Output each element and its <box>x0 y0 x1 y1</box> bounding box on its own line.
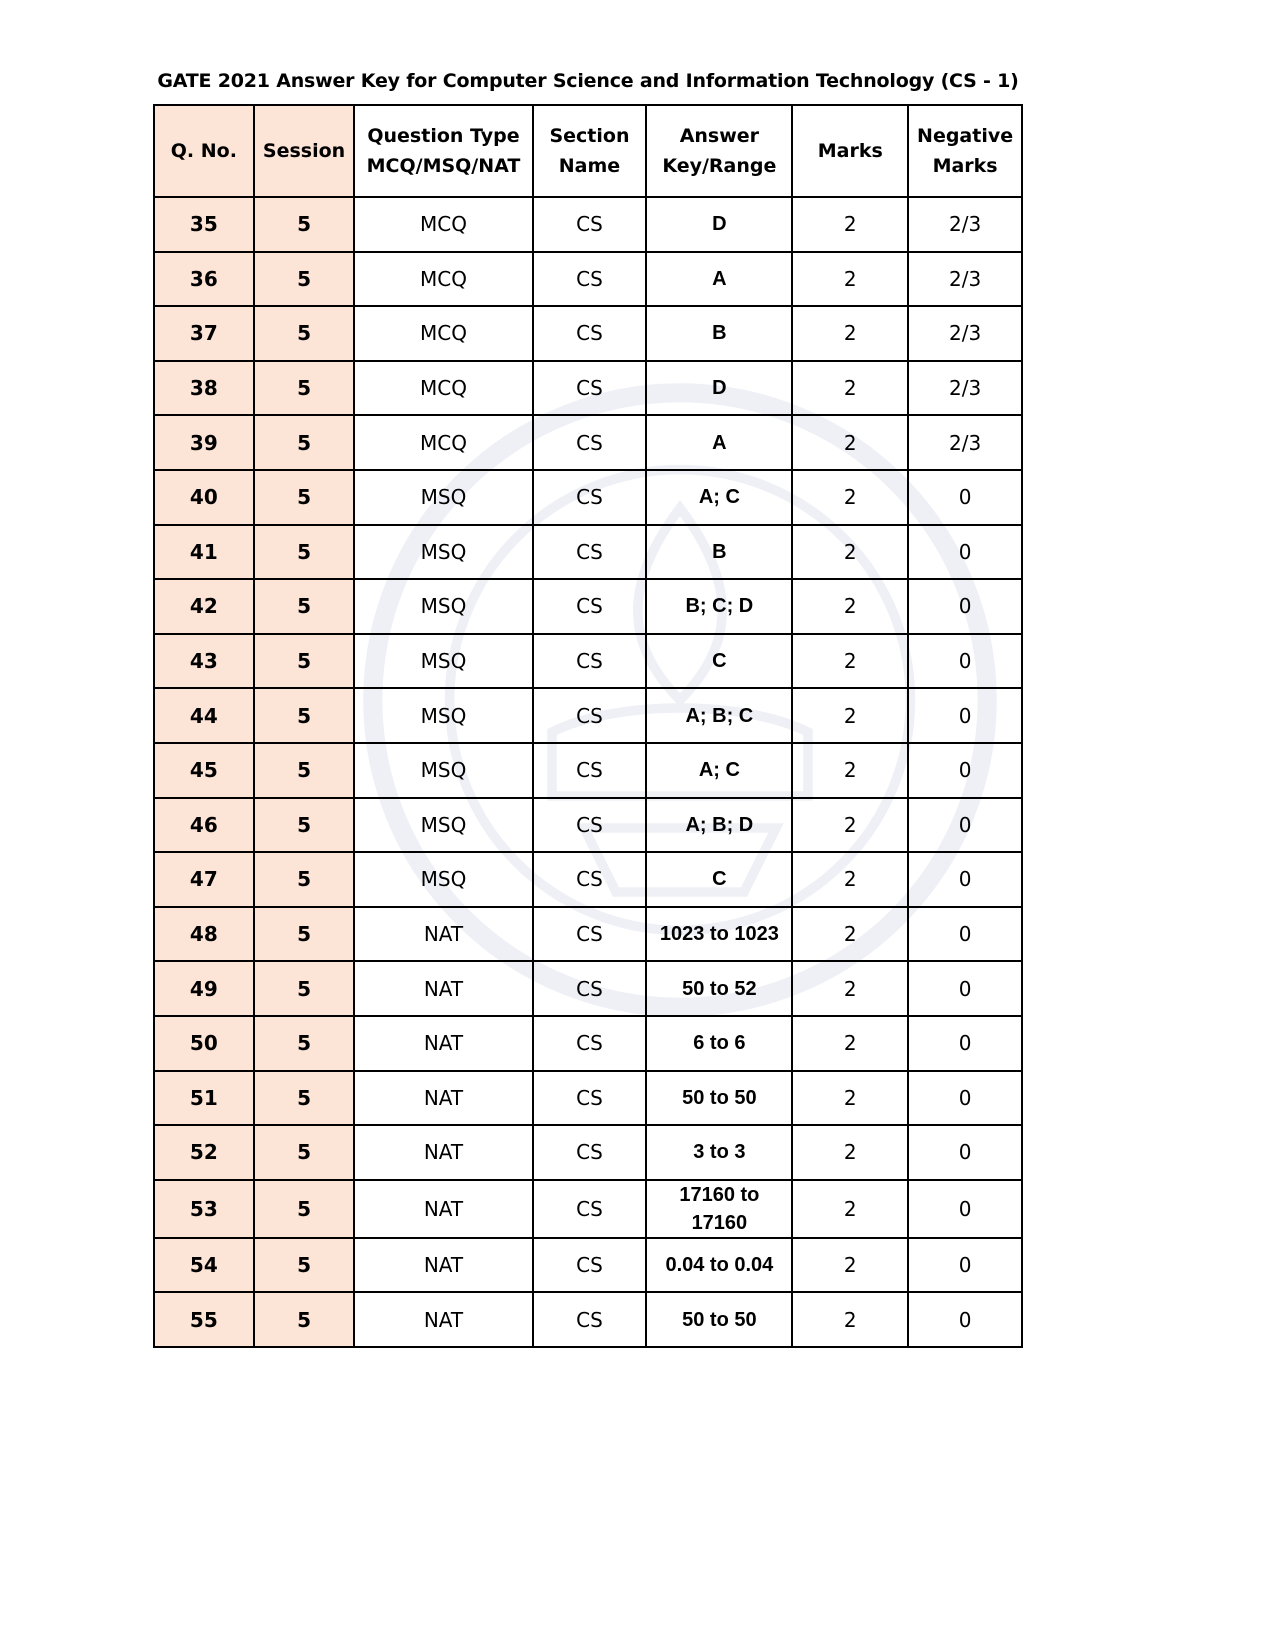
cell-negative-marks: 0 <box>908 1180 1022 1238</box>
cell-qno: 39 <box>154 415 254 470</box>
table-row <box>154 907 1022 962</box>
cell-marks: 2 <box>792 470 908 525</box>
cell-session: 5 <box>254 852 355 907</box>
cell-qno: 40 <box>154 470 254 525</box>
cell-qno: 50 <box>154 1016 254 1071</box>
header-qno: Q. No. <box>154 105 254 197</box>
cell-negative-marks: 0 <box>908 688 1022 743</box>
cell-qno: 38 <box>154 361 254 416</box>
cell-qno: 36 <box>154 252 254 307</box>
cell-negative-marks: 0 <box>908 1071 1022 1126</box>
cell-qno: 49 <box>154 961 254 1016</box>
cell-answer-key: A <box>646 252 792 307</box>
cell-negative-marks: 0 <box>908 907 1022 962</box>
cell-qno: 51 <box>154 1071 254 1126</box>
table-header-row <box>154 105 1022 197</box>
cell-question-type: NAT <box>354 1180 532 1238</box>
cell-answer-key: A <box>646 415 792 470</box>
cell-question-type: MCQ <box>354 361 532 416</box>
cell-answer-key: A; C <box>646 743 792 798</box>
cell-session: 5 <box>254 798 355 853</box>
cell-section-name: CS <box>533 306 647 361</box>
table-row <box>154 197 1022 252</box>
cell-marks: 2 <box>792 252 908 307</box>
cell-negative-marks: 0 <box>908 634 1022 689</box>
cell-marks: 2 <box>792 961 908 1016</box>
cell-answer-key: D <box>646 197 792 252</box>
cell-session: 5 <box>254 1180 355 1238</box>
cell-answer-key: C <box>646 852 792 907</box>
cell-marks: 2 <box>792 852 908 907</box>
table-row <box>154 252 1022 307</box>
cell-question-type: NAT <box>354 1292 532 1347</box>
cell-qno: 55 <box>154 1292 254 1347</box>
cell-negative-marks: 2/3 <box>908 415 1022 470</box>
cell-section-name: CS <box>533 579 647 634</box>
cell-qno: 42 <box>154 579 254 634</box>
cell-session: 5 <box>254 1238 355 1293</box>
cell-negative-marks: 0 <box>908 1125 1022 1180</box>
cell-section-name: CS <box>533 798 647 853</box>
cell-session: 5 <box>254 197 355 252</box>
cell-section-name: CS <box>533 1071 647 1126</box>
cell-section-name: CS <box>533 1238 647 1293</box>
cell-marks: 2 <box>792 525 908 580</box>
cell-marks: 2 <box>792 798 908 853</box>
cell-question-type: NAT <box>354 1071 532 1126</box>
table-row <box>154 798 1022 853</box>
cell-marks: 2 <box>792 361 908 416</box>
cell-marks: 2 <box>792 1238 908 1293</box>
answer-key-table <box>153 104 1023 1348</box>
cell-marks: 2 <box>792 1180 908 1238</box>
cell-marks: 2 <box>792 579 908 634</box>
cell-question-type: NAT <box>354 1016 532 1071</box>
table-row <box>154 634 1022 689</box>
table-row <box>154 579 1022 634</box>
cell-session: 5 <box>254 1071 355 1126</box>
cell-session: 5 <box>254 688 355 743</box>
cell-section-name: CS <box>533 1125 647 1180</box>
cell-session: 5 <box>254 1292 355 1347</box>
cell-section-name: CS <box>533 688 647 743</box>
cell-question-type: MSQ <box>354 852 532 907</box>
cell-negative-marks: 2/3 <box>908 197 1022 252</box>
cell-session: 5 <box>254 743 355 798</box>
cell-question-type: NAT <box>354 1238 532 1293</box>
cell-qno: 46 <box>154 798 254 853</box>
cell-question-type: MCQ <box>354 252 532 307</box>
cell-marks: 2 <box>792 1292 908 1347</box>
cell-answer-key: B <box>646 306 792 361</box>
cell-session: 5 <box>254 252 355 307</box>
cell-session: 5 <box>254 525 355 580</box>
cell-qno: 45 <box>154 743 254 798</box>
table-body <box>154 197 1022 1347</box>
cell-section-name: CS <box>533 743 647 798</box>
table-row <box>154 306 1022 361</box>
cell-answer-key: A; B; D <box>646 798 792 853</box>
cell-question-type: MSQ <box>354 798 532 853</box>
cell-qno: 53 <box>154 1180 254 1238</box>
cell-question-type: MSQ <box>354 470 532 525</box>
cell-answer-key: 6 to 6 <box>646 1016 792 1071</box>
cell-question-type: MSQ <box>354 634 532 689</box>
cell-negative-marks: 0 <box>908 1016 1022 1071</box>
cell-negative-marks: 2/3 <box>908 361 1022 416</box>
cell-section-name: CS <box>533 1180 647 1238</box>
cell-negative-marks: 0 <box>908 852 1022 907</box>
cell-answer-key: 50 to 50 <box>646 1292 792 1347</box>
table-row <box>154 743 1022 798</box>
table-row <box>154 961 1022 1016</box>
header-answer-key: Answer Key/Range <box>646 105 792 197</box>
cell-section-name: CS <box>533 1016 647 1071</box>
table-row <box>154 1238 1022 1293</box>
header-negative-marks: Negative Marks <box>908 105 1022 197</box>
cell-qno: 35 <box>154 197 254 252</box>
cell-session: 5 <box>254 415 355 470</box>
cell-session: 5 <box>254 634 355 689</box>
cell-session: 5 <box>254 1125 355 1180</box>
cell-question-type: MCQ <box>354 197 532 252</box>
cell-answer-key: 50 to 50 <box>646 1071 792 1126</box>
table-row <box>154 361 1022 416</box>
cell-marks: 2 <box>792 197 908 252</box>
table-row <box>154 470 1022 525</box>
cell-negative-marks: 0 <box>908 743 1022 798</box>
cell-answer-key: B; C; D <box>646 579 792 634</box>
cell-session: 5 <box>254 907 355 962</box>
cell-session: 5 <box>254 306 355 361</box>
page-title: GATE 2021 Answer Key for Computer Science and Information Technology (CS - 1) <box>157 70 1019 92</box>
cell-marks: 2 <box>792 743 908 798</box>
cell-section-name: CS <box>533 252 647 307</box>
cell-question-type: NAT <box>354 1125 532 1180</box>
cell-negative-marks: 0 <box>908 1238 1022 1293</box>
cell-question-type: MSQ <box>354 525 532 580</box>
cell-qno: 44 <box>154 688 254 743</box>
cell-answer-key: A; B; C <box>646 688 792 743</box>
header-section-name: Section Name <box>533 105 647 197</box>
cell-section-name: CS <box>533 907 647 962</box>
cell-session: 5 <box>254 361 355 416</box>
cell-answer-key: 17160 to 17160 <box>646 1180 792 1238</box>
table-row <box>154 525 1022 580</box>
cell-negative-marks: 0 <box>908 525 1022 580</box>
cell-answer-key: 0.04 to 0.04 <box>646 1238 792 1293</box>
cell-section-name: CS <box>533 415 647 470</box>
cell-question-type: NAT <box>354 907 532 962</box>
cell-marks: 2 <box>792 634 908 689</box>
cell-qno: 48 <box>154 907 254 962</box>
cell-session: 5 <box>254 1016 355 1071</box>
cell-negative-marks: 0 <box>908 470 1022 525</box>
cell-question-type: MSQ <box>354 579 532 634</box>
cell-answer-key: B <box>646 525 792 580</box>
cell-answer-key: A; C <box>646 470 792 525</box>
cell-marks: 2 <box>792 907 908 962</box>
cell-section-name: CS <box>533 852 647 907</box>
table-row <box>154 688 1022 743</box>
cell-qno: 41 <box>154 525 254 580</box>
cell-section-name: CS <box>533 1292 647 1347</box>
table-row <box>154 1071 1022 1126</box>
cell-question-type: MCQ <box>354 415 532 470</box>
header-marks: Marks <box>792 105 908 197</box>
cell-negative-marks: 0 <box>908 579 1022 634</box>
cell-marks: 2 <box>792 306 908 361</box>
cell-qno: 54 <box>154 1238 254 1293</box>
header-session: Session <box>254 105 355 197</box>
table-row <box>154 1125 1022 1180</box>
cell-qno: 52 <box>154 1125 254 1180</box>
cell-question-type: MCQ <box>354 306 532 361</box>
cell-session: 5 <box>254 961 355 1016</box>
cell-qno: 47 <box>154 852 254 907</box>
cell-section-name: CS <box>533 197 647 252</box>
cell-marks: 2 <box>792 688 908 743</box>
cell-qno: 37 <box>154 306 254 361</box>
header-question-type: Question Type MCQ/MSQ/NAT <box>354 105 532 197</box>
table-row <box>154 1016 1022 1071</box>
table-row <box>154 852 1022 907</box>
cell-answer-key: 3 to 3 <box>646 1125 792 1180</box>
cell-answer-key: 1023 to 1023 <box>646 907 792 962</box>
cell-question-type: NAT <box>354 961 532 1016</box>
cell-section-name: CS <box>533 634 647 689</box>
cell-session: 5 <box>254 470 355 525</box>
table-row <box>154 1292 1022 1347</box>
cell-section-name: CS <box>533 361 647 416</box>
cell-negative-marks: 0 <box>908 1292 1022 1347</box>
cell-negative-marks: 0 <box>908 961 1022 1016</box>
cell-marks: 2 <box>792 1071 908 1126</box>
cell-answer-key: 50 to 52 <box>646 961 792 1016</box>
cell-answer-key: D <box>646 361 792 416</box>
cell-negative-marks: 2/3 <box>908 306 1022 361</box>
cell-qno: 43 <box>154 634 254 689</box>
cell-marks: 2 <box>792 415 908 470</box>
cell-question-type: MSQ <box>354 743 532 798</box>
cell-session: 5 <box>254 579 355 634</box>
cell-section-name: CS <box>533 961 647 1016</box>
cell-marks: 2 <box>792 1016 908 1071</box>
cell-question-type: MSQ <box>354 688 532 743</box>
cell-section-name: CS <box>533 525 647 580</box>
cell-negative-marks: 2/3 <box>908 252 1022 307</box>
table-row <box>154 415 1022 470</box>
cell-negative-marks: 0 <box>908 798 1022 853</box>
cell-section-name: CS <box>533 470 647 525</box>
table-row <box>154 1180 1022 1238</box>
cell-marks: 2 <box>792 1125 908 1180</box>
cell-answer-key: C <box>646 634 792 689</box>
